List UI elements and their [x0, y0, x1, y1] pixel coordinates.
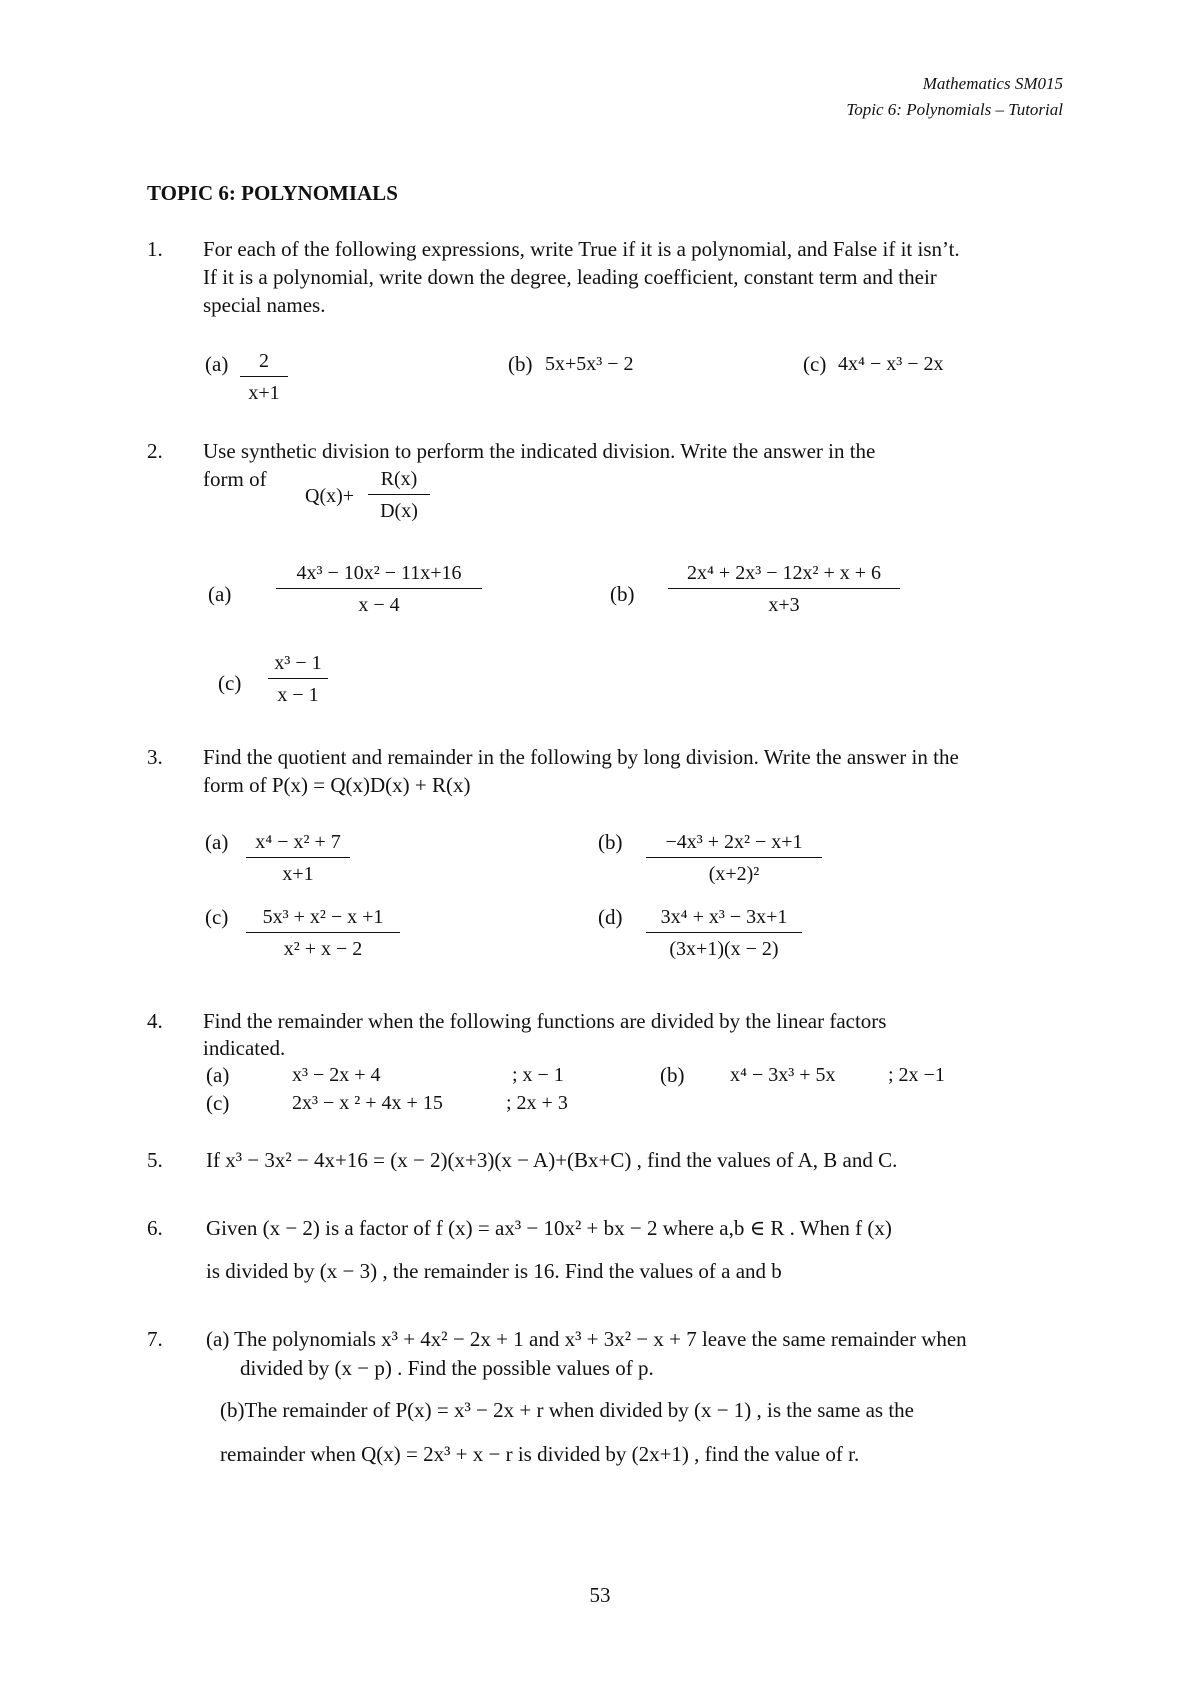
q3a-label: (a) [205, 830, 229, 854]
q7b-line1: (b)The remainder of P(x) = x³ − 2x + r when divided by (x − 1) , is the same as the [220, 1398, 914, 1422]
q4a-label: (a) [206, 1063, 230, 1087]
q3a-numerator: x⁴ − x² + 7 [255, 831, 341, 853]
q4b-divisor: ; 2x −1 [888, 1064, 945, 1086]
q4c-divisor: ; 2x + 3 [506, 1092, 568, 1114]
q3c-numerator: 5x³ + x² − x +1 [262, 906, 384, 928]
page-number: 53 [589, 1583, 611, 1607]
q3c-denominator: x² + x − 2 [246, 932, 400, 961]
q2-line2: form of [203, 467, 267, 491]
q3-line2: form of P(x) = Q(x)D(x) + R(x) [203, 773, 471, 797]
header-course: Mathematics SM015 [922, 74, 1063, 93]
q1a-label: (a) [205, 352, 229, 376]
q3b-numerator: −4x³ + 2x² − x+1 [665, 831, 803, 853]
q4-line1: Find the remainder when the following functions are divided by the linear factors [203, 1009, 887, 1033]
q3b-fraction [646, 831, 822, 886]
q2c-label: (c) [218, 671, 242, 695]
q3d-label: (d) [598, 905, 623, 929]
q3c-label: (c) [205, 905, 229, 929]
q6-line2: is divided by (x − 3) , the remainder is 16. Find the values of a and b [206, 1259, 782, 1283]
q1-line1: For each of the following expressions, write True if it is a polynomial, and False if it isn’t. [203, 237, 960, 261]
q5-text: If x³ − 3x² − 4x+16 = (x − 2)(x+3)(x − A)+(Bx+C) , find the values of A, B and C. [206, 1148, 898, 1172]
q1c-label: (c) [803, 352, 827, 376]
q3d-numerator: 3x⁴ + x³ − 3x+1 [660, 906, 788, 928]
q2c-denominator: x − 1 [268, 678, 328, 707]
q3-number: 3. [147, 745, 163, 769]
q1a-numerator: 2 [259, 350, 269, 372]
q7a-line2: divided by (x − p) . Find the possible values of p. [240, 1356, 654, 1380]
q4b-label: (b) [660, 1063, 685, 1087]
q2-form-denominator: D(x) [368, 494, 430, 523]
q2b-numerator: 2x⁴ + 2x³ − 12x² + x + 6 [686, 562, 882, 584]
q2a-fraction [276, 562, 482, 617]
q2a-denominator: x − 4 [276, 588, 482, 617]
q5-number: 5. [147, 1148, 163, 1172]
q7-number: 7. [147, 1327, 163, 1351]
q1a-fraction [240, 350, 288, 405]
q2b-label: (b) [610, 582, 635, 606]
q2-form-numerator: R(x) [380, 468, 418, 490]
q3d-denominator: (3x+1)(x − 2) [646, 932, 802, 961]
q1b-label: (b) [508, 352, 533, 376]
q2b-fraction [668, 562, 900, 617]
q4b-expression: x⁴ − 3x³ + 5x [730, 1064, 836, 1086]
q6-line1: Given (x − 2) is a factor of f (x) = ax³ − 10x² + bx − 2 where a,b ∈ R . When f (x) [206, 1216, 892, 1240]
q4-line2: indicated. [203, 1036, 286, 1060]
q6-number: 6. [147, 1216, 163, 1240]
q3b-denominator: (x+2)² [646, 857, 822, 886]
page-title: TOPIC 6: POLYNOMIALS [147, 181, 398, 205]
q3-line1: Find the quotient and remainder in the following by long division. Write the answer in the [203, 745, 959, 769]
q1a-denominator: x+1 [240, 376, 288, 405]
header-topic: Topic 6: Polynomials – Tutorial [846, 100, 1063, 119]
q4a-expression: x³ − 2x + 4 [292, 1064, 381, 1086]
q2c-fraction [268, 652, 328, 707]
q1b-expression: 5x+5x³ − 2 [545, 353, 634, 375]
q2-form-fraction [368, 468, 430, 523]
q2-form-lhs: Q(x)+ [305, 485, 355, 507]
q2a-label: (a) [208, 582, 232, 606]
q1c-expression: 4x⁴ − x³ − 2x [838, 353, 944, 375]
q1-line3: special names. [203, 293, 326, 317]
q2-number: 2. [147, 439, 163, 463]
q1-line2: If it is a polynomial, write down the degree, leading coefficient, constant term and their [203, 265, 937, 289]
q3c-fraction [246, 906, 400, 961]
q2a-numerator: 4x³ − 10x² − 11x+16 [296, 562, 462, 584]
q3a-fraction [246, 831, 350, 886]
q3d-fraction [646, 906, 802, 961]
q1-number: 1. [147, 237, 163, 261]
q3a-denominator: x+1 [246, 857, 350, 886]
q2b-denominator: x+3 [668, 588, 900, 617]
q4c-label: (c) [206, 1091, 230, 1115]
q2-line1: Use synthetic division to perform the indicated division. Write the answer in the [203, 439, 876, 463]
q2c-numerator: x³ − 1 [274, 652, 322, 674]
q7a-line1: (a) The polynomials x³ + 4x² − 2x + 1 and x³ + 3x² − x + 7 leave the same remainder when [206, 1327, 967, 1351]
q3b-label: (b) [598, 830, 623, 854]
q7b-line2: remainder when Q(x) = 2x³ + x − r is divided by (2x+1) , find the value of r. [220, 1442, 860, 1466]
q4a-divisor: ; x − 1 [512, 1064, 564, 1086]
q4-number: 4. [147, 1009, 163, 1033]
q4c-expression: 2x³ − x ² + 4x + 15 [292, 1092, 443, 1114]
